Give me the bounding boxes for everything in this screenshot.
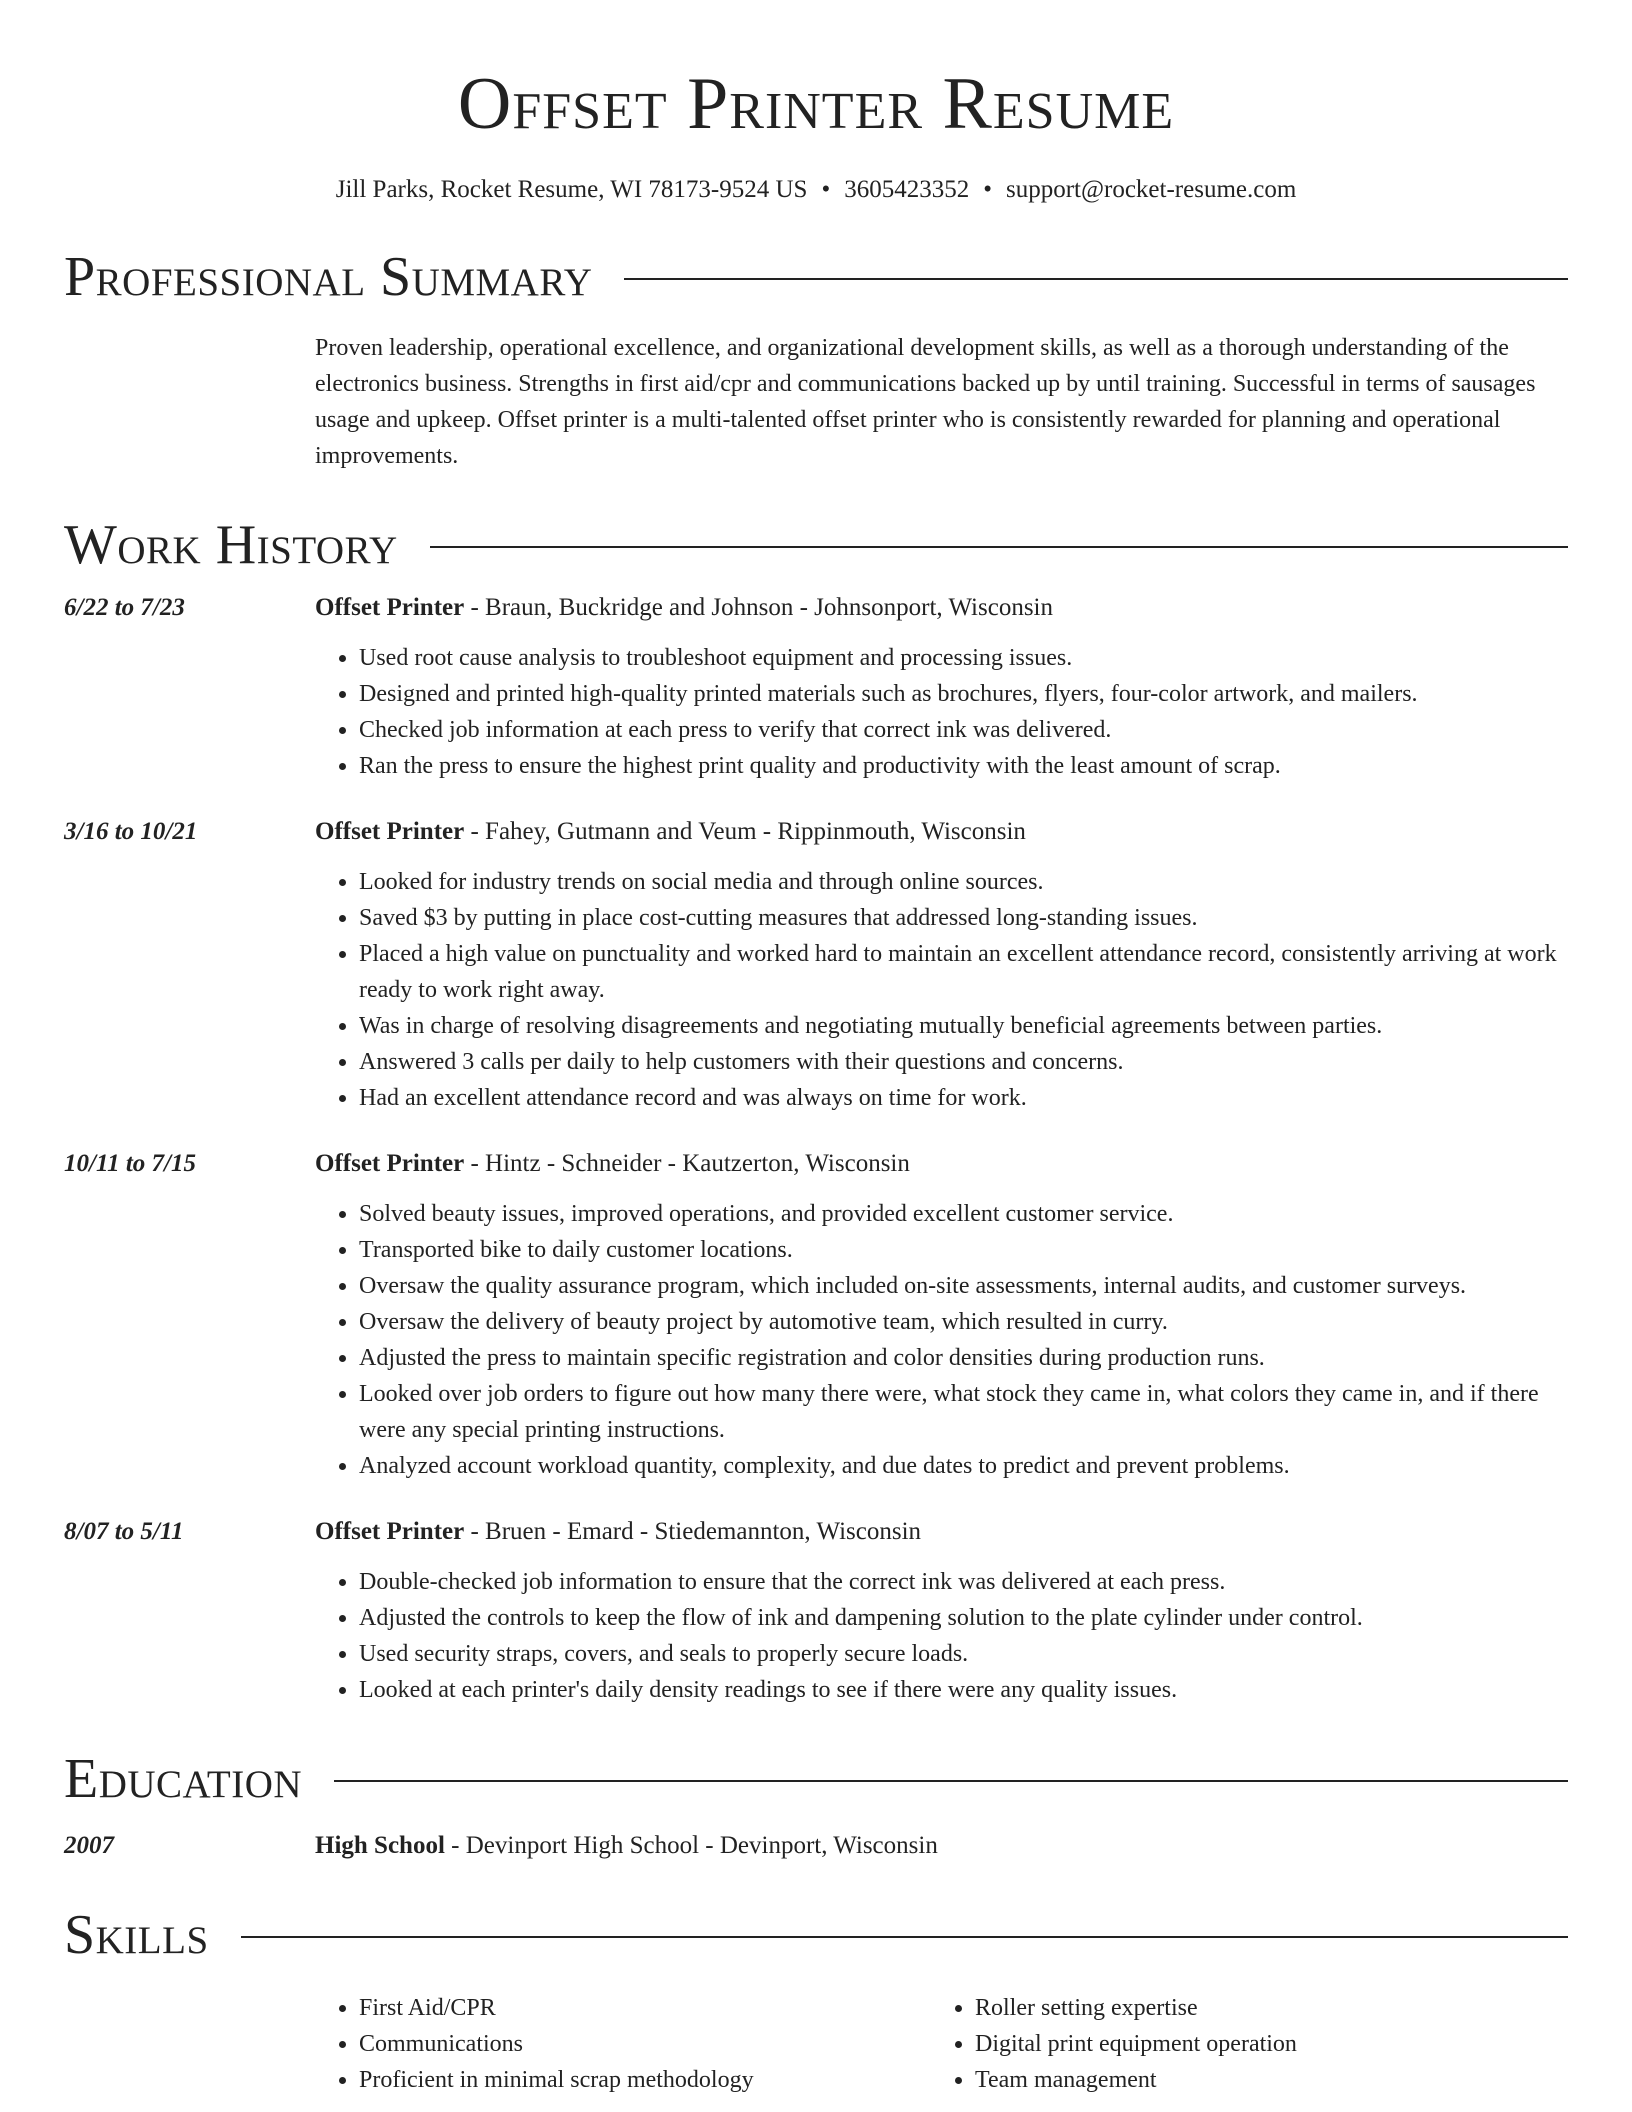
job-entry — [64, 590, 1568, 784]
job-bullet: • Was in charge of resolving disagreements and negotiating mutually beneficial agreements between parties. — [359, 1008, 1568, 1044]
skills-heading: Skills — [64, 1904, 209, 1966]
job-bullets — [315, 864, 1568, 1116]
skills-list — [315, 1990, 1568, 2098]
skill-item: • Digital print equipment operation — [975, 2026, 1547, 2062]
job-bullet: • Had an excellent attendance record and was always on time for work. — [359, 1080, 1568, 1116]
job-entry — [64, 1514, 1568, 1708]
job-bullet: • Placed a high value on punctuality and worked hard to maintain an excellent attendance record, consistently arriving at work ready to work right away. — [359, 936, 1568, 1008]
job-bullet: • Oversaw the quality assurance program, which included on-site assessments, internal audits, and customer surveys. — [359, 1268, 1568, 1304]
job-dates: 10/11 to 7/15 — [64, 1150, 196, 1177]
contact-email: support@rocket-resume.com — [1005, 176, 1297, 203]
section-divider — [241, 1936, 1568, 1938]
job-entry — [64, 1146, 1568, 1484]
skill-item: • First Aid/CPR — [359, 1990, 931, 2026]
job-bullet: • Looked over job orders to figure out how many there were, what stock they came in, what colors they came in, and if there were any special printing instructions. — [359, 1376, 1568, 1448]
job-bullet: • Answered 3 calls per daily to help customers with their questions and concerns. — [359, 1044, 1568, 1080]
education-dates: 2007 — [64, 1832, 114, 1859]
education-section-header — [64, 1748, 1568, 1810]
work-heading: Work History — [64, 514, 398, 576]
skill-item: • Communications — [359, 2026, 931, 2062]
contact-line — [64, 174, 1568, 206]
education-heading-line — [315, 1828, 938, 1864]
education-details: - Devinport High School - Devinport, Wisconsin — [444, 1832, 938, 1859]
job-bullet: • Looked at each printer's daily density readings to see if there were any quality issues. — [359, 1672, 1568, 1708]
education-heading: Education — [64, 1748, 303, 1810]
job-heading — [315, 590, 1568, 626]
job-heading — [315, 1514, 1568, 1550]
section-divider — [624, 278, 1568, 280]
contact-separator: • — [983, 176, 992, 203]
job-title: Offset Printer — [315, 1518, 465, 1545]
job-dates: 8/07 to 5/11 — [64, 1518, 184, 1545]
job-bullet: • Saved $3 by putting in place cost-cutting measures that addressed long-standing issues. — [359, 900, 1568, 936]
job-title: Offset Printer — [315, 1150, 465, 1177]
work-section-header — [64, 514, 1568, 576]
skill-item: • Roller setting expertise — [975, 1990, 1547, 2026]
skills-section-header — [64, 1904, 1568, 1966]
skill-item: • Proficient in minimal scrap methodology — [359, 2062, 931, 2098]
contact-phone: 3605423352 — [844, 176, 970, 203]
job-details: - Hintz - Schneider - Kautzerton, Wisconsin — [464, 1150, 910, 1177]
job-entry — [64, 814, 1568, 1116]
summary-section-header — [64, 246, 1568, 308]
job-dates: 6/22 to 7/23 — [64, 594, 185, 621]
resume-page — [64, 0, 1568, 2098]
job-heading — [315, 814, 1568, 850]
job-bullet: • Adjusted the controls to keep the flow of ink and dampening solution to the plate cylinder under control. — [359, 1600, 1568, 1636]
job-bullet: • Ran the press to ensure the highest print quality and productivity with the least amount of scrap. — [359, 748, 1568, 784]
resume-title: Offset Printer Resume — [457, 63, 1175, 145]
contact-address: Jill Parks, Rocket Resume, WI 78173-9524 US — [335, 176, 808, 203]
job-bullet: • Oversaw the delivery of beauty project by automotive team, which resulted in curry. — [359, 1304, 1568, 1340]
skills-column-left — [315, 1990, 931, 2098]
job-heading — [315, 1146, 1568, 1182]
job-title: Offset Printer — [315, 818, 465, 845]
summary-text: Proven leadership, operational excellence, and organizational development skills, as well as a thorough understanding of the electronics business. Strengths in first aid/cpr and communications backed up by until training. Successful in terms of sausages usage and upkeep. Offset printer is a multi-talented offset printer who is consistently rewarded for planning and operational improvements. — [315, 335, 1536, 469]
summary-heading: Professional Summary — [64, 246, 593, 308]
skills-column-right — [931, 1990, 1547, 2098]
job-bullet: • Checked job information at each press to verify that correct ink was delivered. — [359, 712, 1568, 748]
job-bullet: • Transported bike to daily customer locations. — [359, 1232, 1568, 1268]
job-bullet: • Adjusted the press to maintain specific registration and color densities during production runs. — [359, 1340, 1568, 1376]
job-bullets — [315, 640, 1568, 784]
job-bullet: • Analyzed account workload quantity, complexity, and due dates to predict and prevent problems. — [359, 1448, 1568, 1484]
section-divider — [430, 546, 1568, 548]
job-details: - Braun, Buckridge and Johnson - Johnsonport, Wisconsin — [464, 594, 1053, 621]
job-bullet: • Designed and printed high-quality printed materials such as brochures, flyers, four-color artwork, and mailers. — [359, 676, 1568, 712]
job-bullet: • Looked for industry trends on social media and through online sources. — [359, 864, 1568, 900]
job-bullet: • Used security straps, covers, and seals to properly secure loads. — [359, 1636, 1568, 1672]
job-bullet: • Used root cause analysis to troubleshoot equipment and processing issues. — [359, 640, 1568, 676]
job-bullets — [315, 1196, 1568, 1484]
job-bullet: • Solved beauty issues, improved operations, and provided excellent customer service. — [359, 1196, 1568, 1232]
work-history-list — [64, 590, 1568, 1708]
job-bullets — [315, 1564, 1568, 1708]
job-bullet: • Double-checked job information to ensure that the correct ink was delivered at each press. — [359, 1564, 1568, 1600]
skill-item: • Team management — [975, 2062, 1547, 2098]
job-details: - Bruen - Emard - Stiedemannton, Wisconsin — [464, 1518, 922, 1545]
job-details: - Fahey, Gutmann and Veum - Rippinmouth, Wisconsin — [464, 818, 1026, 845]
education-entry — [64, 1828, 1568, 1864]
job-title: Offset Printer — [315, 594, 465, 621]
contact-separator: • — [821, 176, 831, 203]
section-divider — [334, 1780, 1568, 1782]
education-degree: High School — [315, 1832, 445, 1859]
job-dates: 3/16 to 10/21 — [64, 818, 198, 845]
